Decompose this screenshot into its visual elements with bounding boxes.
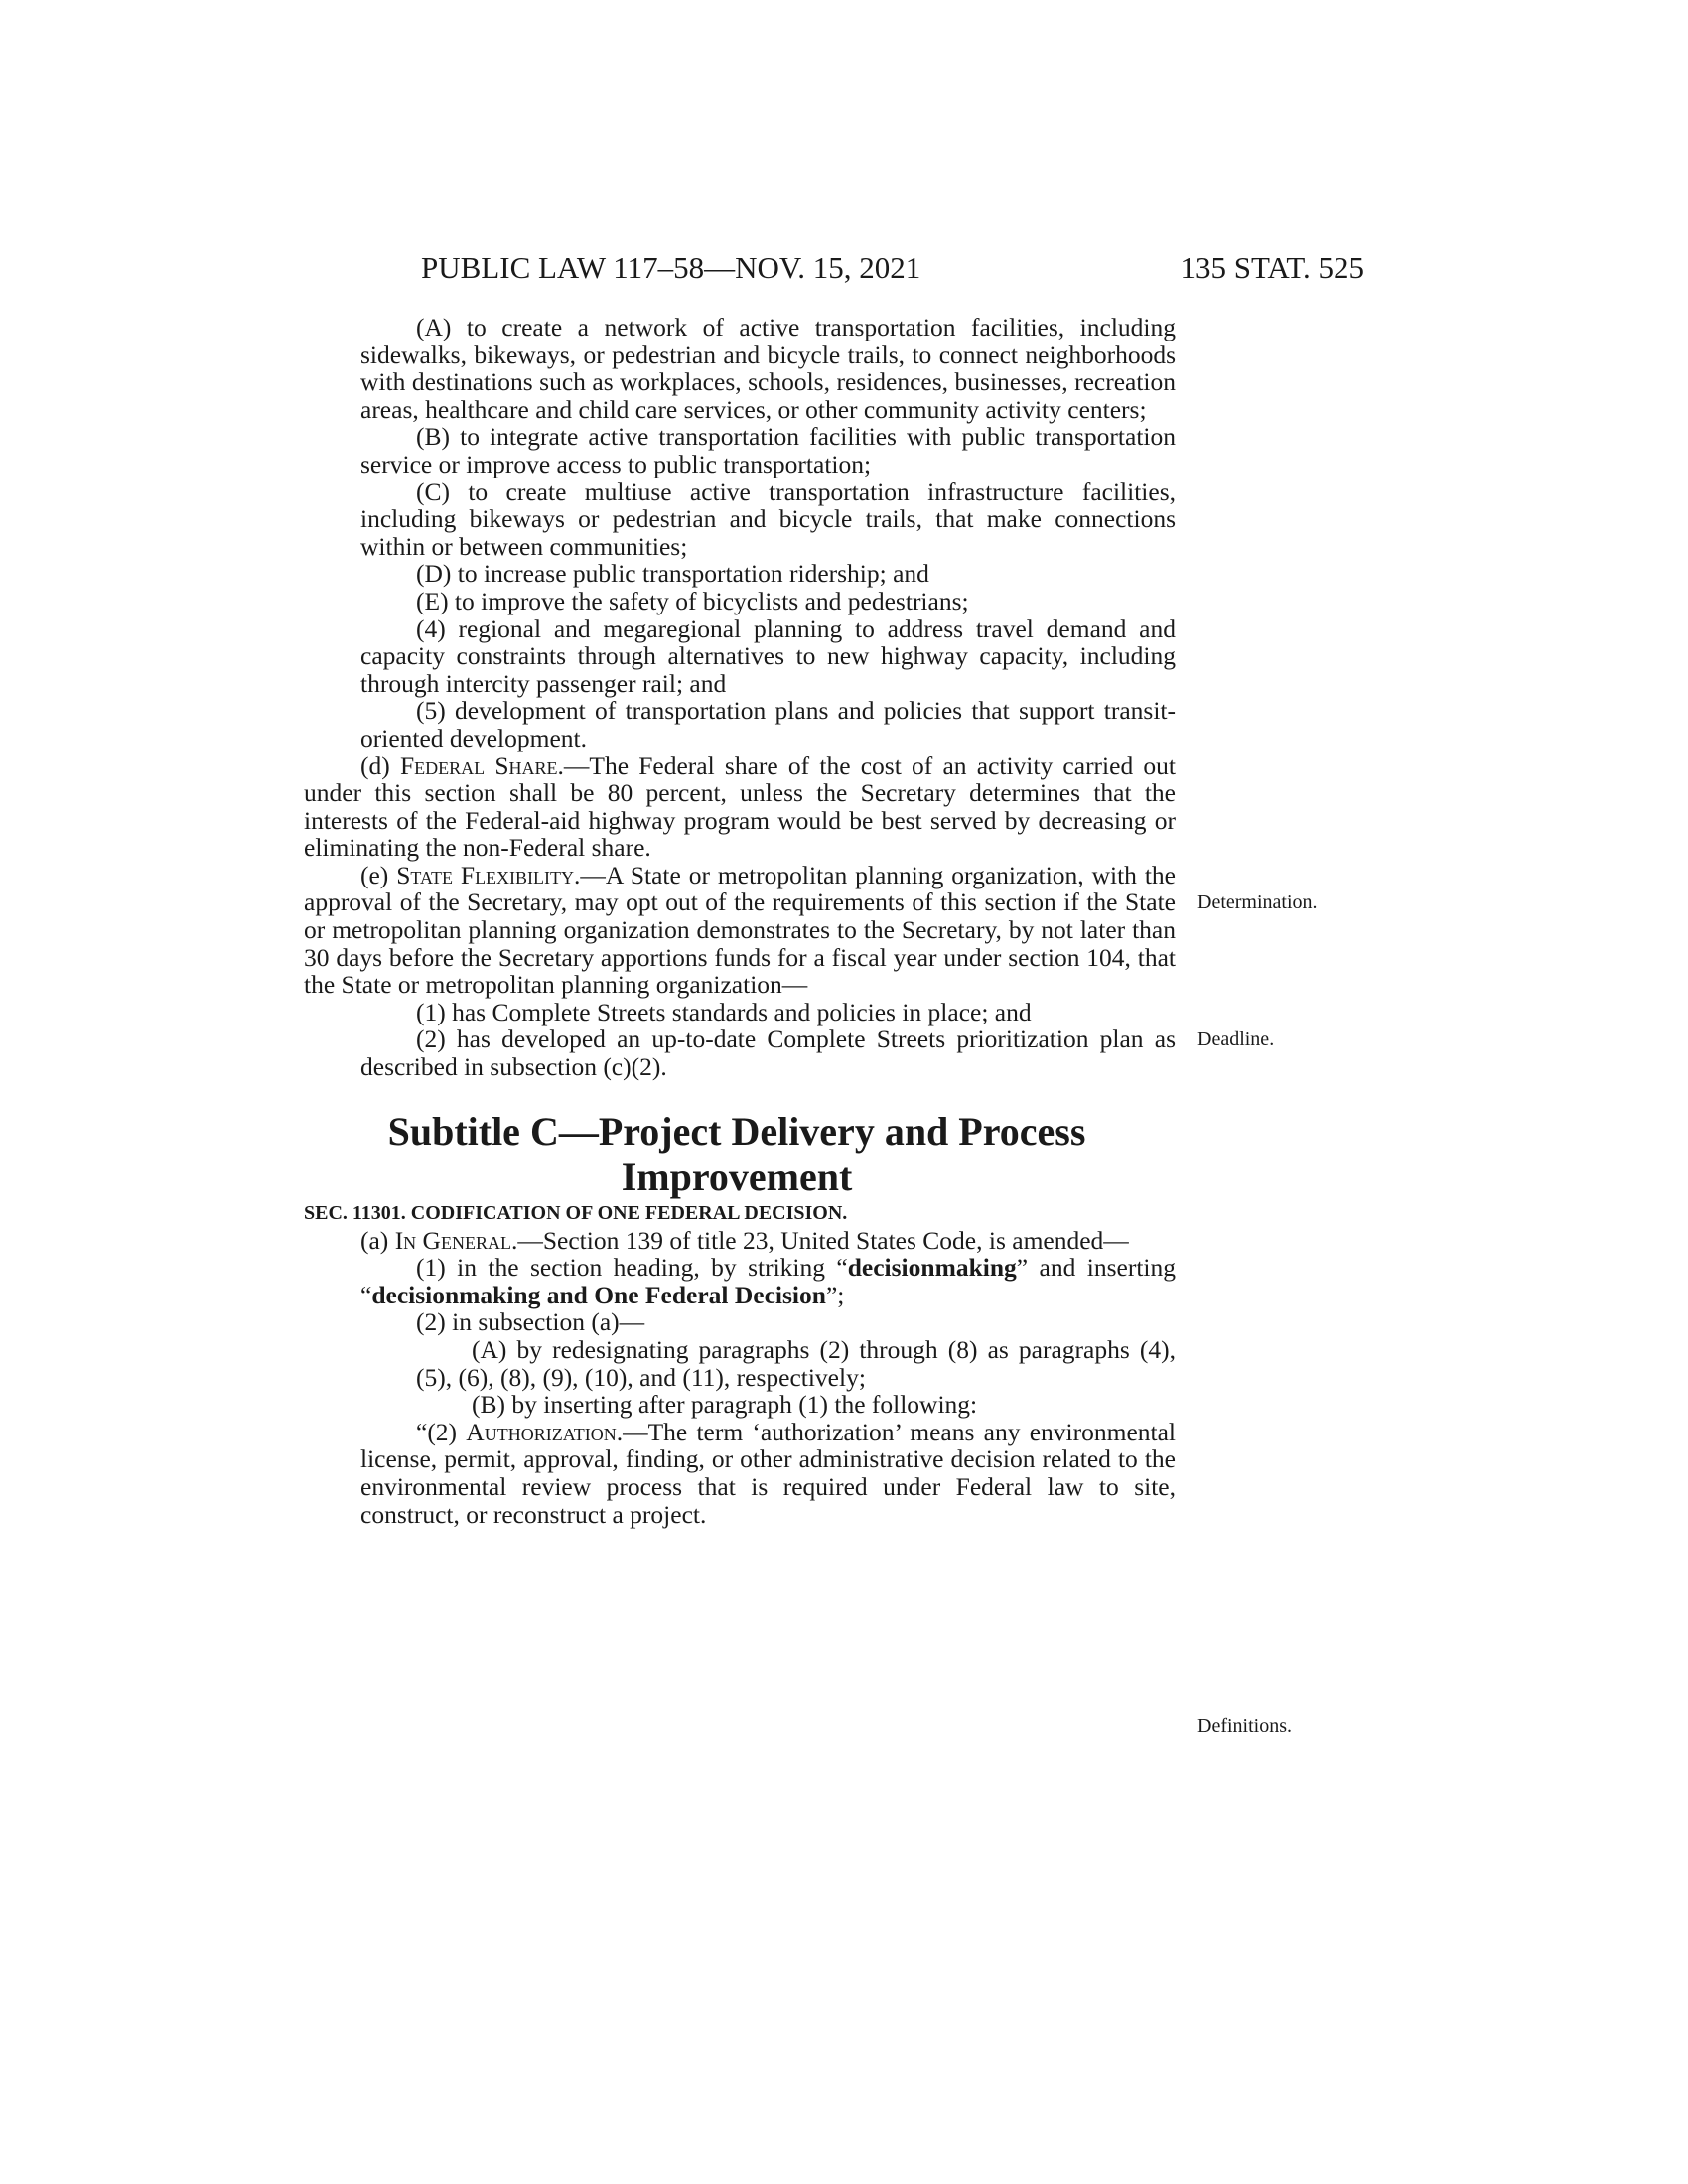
subtitle-heading xyxy=(304,1109,1176,1200)
paragraph-c3A: (A) to create a network of active transportation facilities, including sidewalks, bikeways, or pedestrian and bicycle trails, to connect neighborhoods with destinations such as workplaces, schools, residences, businesses, recreation areas, healthcare and child care services, or other community activity centers; xyxy=(360,313,1176,424)
page-folio: 135 STAT. 525 xyxy=(1180,250,1364,285)
running-head-title: PUBLIC LAW 117–58—NOV. 15, 2021 xyxy=(421,250,921,285)
margin-note-determination: Determination. xyxy=(1197,891,1318,913)
subtitle-line-2: Improvement xyxy=(621,1154,853,1199)
quoted-paragraph-2-label: “(2) xyxy=(416,1417,458,1446)
paragraph-e1: (1) has Complete Streets standards and policies in place; and xyxy=(416,997,1032,1026)
paragraph-c3E: (E) to improve the safety of bicyclists and pedestrians; xyxy=(416,586,969,615)
subsection-a-label: (a) xyxy=(360,1225,389,1255)
subsection-a-text: .—Section 139 of title 23, United States Code, is amended— xyxy=(510,1225,1129,1255)
paragraph-a2B: (B) by inserting after paragraph (1) the following: xyxy=(472,1390,978,1420)
margin-note-definitions: Definitions. xyxy=(1197,1715,1292,1737)
subsection-d-label: (d) xyxy=(360,751,390,780)
paragraph-a1-post: ”; xyxy=(825,1280,845,1309)
paragraph-a1 xyxy=(304,1254,1176,1308)
subsection-a xyxy=(304,1227,1176,1255)
section-heading: SEC. 11301. CODIFICATION OF ONE FEDERAL DECISION. xyxy=(304,1201,848,1224)
paragraph-c3C: (C) to create multiuse active transportation infrastructure facilities, including bikeways or pedestrian and bicycle trails, that make connections within or between communities; xyxy=(360,477,1176,561)
quoted-paragraph-2 xyxy=(304,1419,1176,1528)
paragraph-a1-bold-1: decisionmaking xyxy=(847,1253,1017,1283)
paragraph-a2A: (A) by redesignating paragraphs (2) through (8) as paragraphs (4), (5), (6), (8), (9), (10), and (11), respectively; xyxy=(416,1335,1176,1392)
subsection-e-heading: State Flexibility xyxy=(396,860,575,889)
paragraph-e2: (2) has developed an up-to-date Complete Streets prioritization plan as described in subsection (c)(2). xyxy=(360,1024,1176,1082)
paragraph-a1-mid: ” and inserting “ xyxy=(360,1253,1176,1309)
paragraph-a1-pre: (1) in the section heading, by striking “ xyxy=(416,1253,848,1283)
paragraph-c3B: (B) to integrate active transportation facilities with public transportation service or improve access to public transportation; xyxy=(360,422,1176,478)
subsection-d-heading: Federal Share xyxy=(399,751,558,780)
paragraph-c3D: (D) to increase public transportation ridership; and xyxy=(416,559,929,589)
quoted-paragraph-2-heading: Authorization xyxy=(466,1417,617,1446)
paragraph-c4: (4) regional and megaregional planning to address travel demand and capacity constraints through alternatives to new highway capacity, including through intercity passenger rail; and xyxy=(360,614,1176,698)
paragraph-c5: (5) development of transportation plans and policies that support transit-oriented development. xyxy=(360,696,1176,752)
document-body xyxy=(304,314,1176,1528)
subsection-e-label: (e) xyxy=(360,860,389,889)
subtitle-line-1: Subtitle C—Project Delivery and Process xyxy=(387,1108,1086,1154)
subsection-d-text: .—The Federal share of the cost of an activity carried out under this section shall be 80 percent, unless the Secretary determines that the interests of the Federal-aid highway program would be best served by decreasing or eliminating the non-Federal share. xyxy=(304,751,1176,863)
subsection-e-text: .—A State or metropolitan planning organization, with the approval of the Secretary, may opt out of the requirements of this section if the State or metropolitan planning organization demonstrates to the Secretary, by not later than 30 days before the Secretary apportions funds for a fiscal year under section 104, that the State or metropolitan planning organization— xyxy=(304,860,1176,1000)
quoted-paragraph-2-text: .—The term ‘authorization’ means any environmental license, permit, approval, finding, or other administrative decision related to the environmental review process that is required under Federal law to site, construct, or reconstruct a project. xyxy=(360,1417,1176,1529)
paragraph-a2: (2) in subsection (a)— xyxy=(416,1307,645,1337)
subsection-a-heading: In General xyxy=(394,1225,511,1255)
paragraph-a1-bold-2: decisionmaking and One Federal Decision xyxy=(371,1280,826,1309)
margin-note-deadline: Deadline. xyxy=(1197,1028,1275,1050)
running-head xyxy=(421,248,1364,288)
subsection-d xyxy=(304,752,1176,862)
subsection-e xyxy=(304,862,1176,999)
